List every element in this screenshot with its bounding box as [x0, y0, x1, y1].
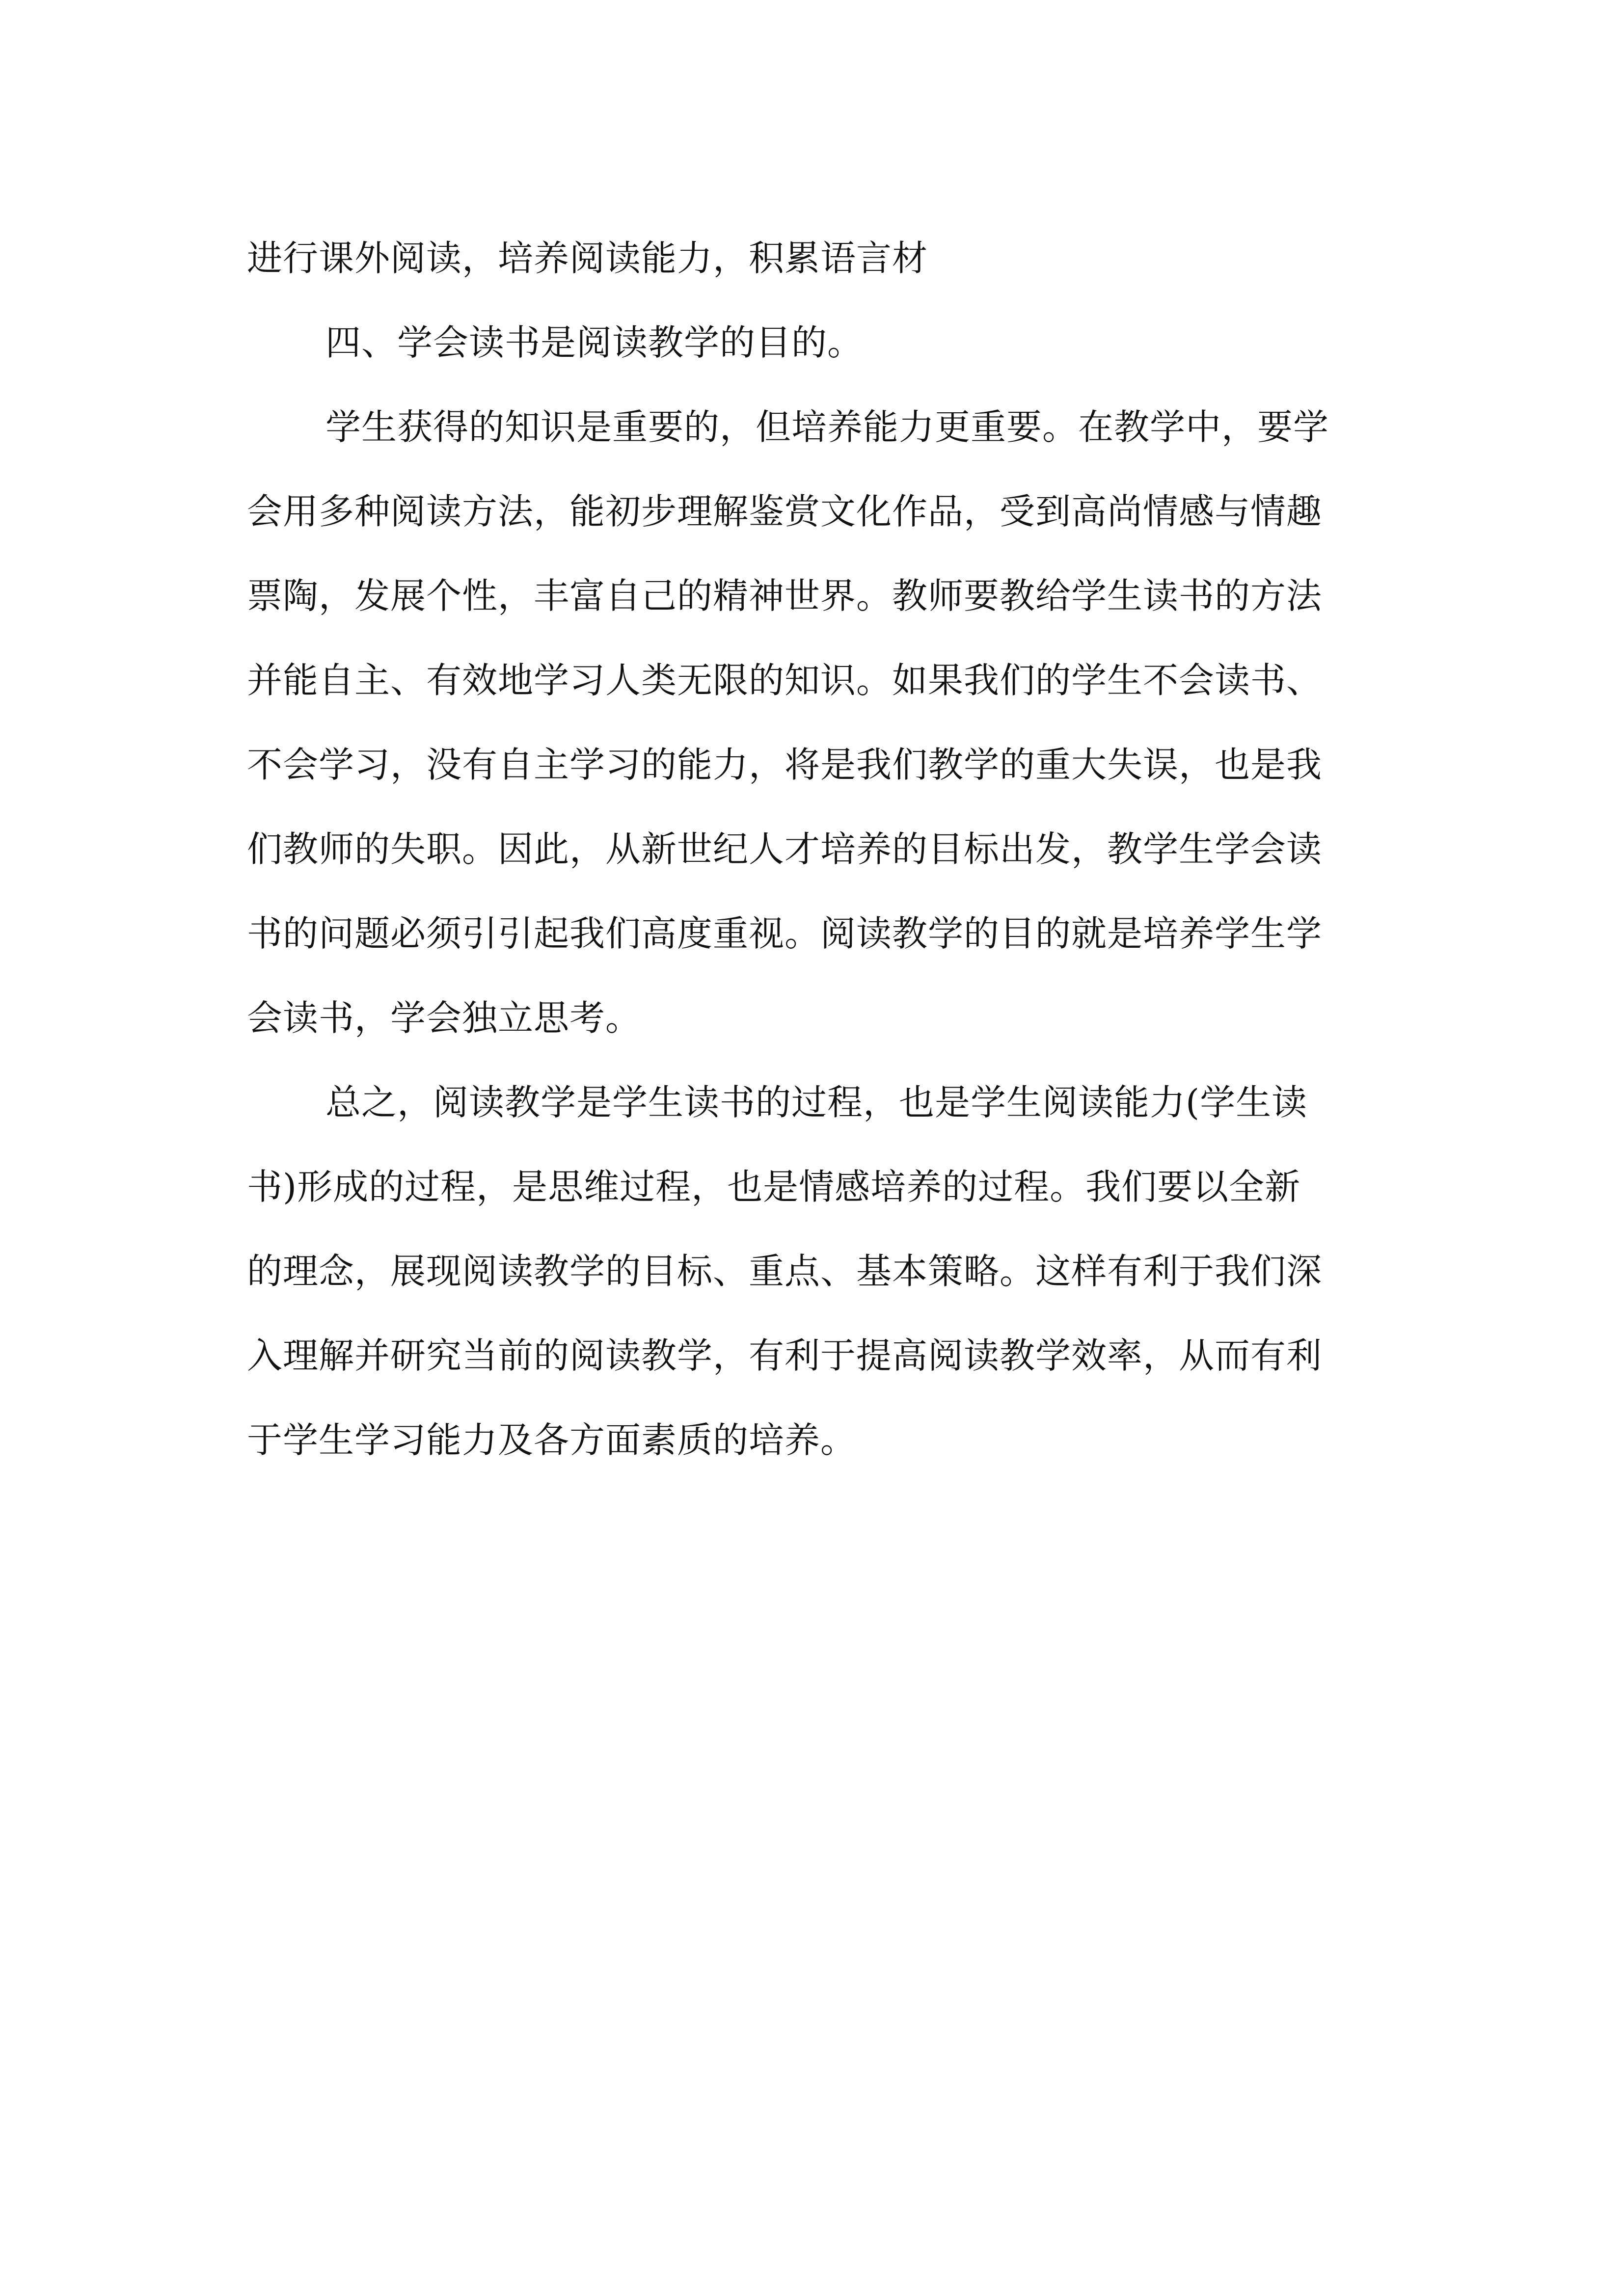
paragraph-line: 的理念，展现阅读教学的目标、重点、基本策略。这样有利于我们深	[247, 1251, 1323, 1292]
paragraph-line: 会用多种阅读方法，能初步理解鉴赏文化作品，受到高尚情感与情趣	[247, 491, 1323, 532]
paragraph-line: 不会学习，没有自主学习的能力，将是我们教学的重大失误，也是我	[247, 744, 1323, 785]
paragraph-line: 书)形成的过程，是思维过程，也是情感培养的过程。我们要以全新	[247, 1166, 1301, 1207]
paragraph-line: 书的问题必须引引起我们高度重视。阅读教学的目的就是培养学生学	[247, 913, 1323, 954]
paragraph-line: 于学生学习能力及各方面素质的培养。	[247, 1419, 857, 1461]
text-line: 进行课外阅读，培养阅读能力，积累语言材	[247, 238, 928, 279]
paragraph-line: 学生获得的知识是重要的，但培养能力更重要。在教学中，要学	[325, 406, 1329, 448]
paragraph-line: 票陶，发展个性，丰富自己的精神世界。教师要教给学生读书的方法	[247, 575, 1323, 616]
section-heading: 四、学会读书是阅读教学的目的。	[325, 322, 864, 363]
paragraph-line: 入理解并研究当前的阅读教学，有利于提高阅读教学效率，从而有利	[247, 1335, 1323, 1376]
paragraph-line: 们教师的失职。因此，从新世纪人才培养的目标出发，教学生学会读	[247, 828, 1323, 870]
document-body	[247, 216, 1391, 1482]
paragraph-line: 总之，阅读教学是学生读书的过程，也是学生阅读能力(学生读	[325, 1082, 1308, 1123]
paragraph-line: 并能自主、有效地学习人类无限的知识。如果我们的学生不会读书、	[247, 660, 1323, 701]
paragraph-line: 会读书，学会独立思考。	[247, 997, 642, 1039]
